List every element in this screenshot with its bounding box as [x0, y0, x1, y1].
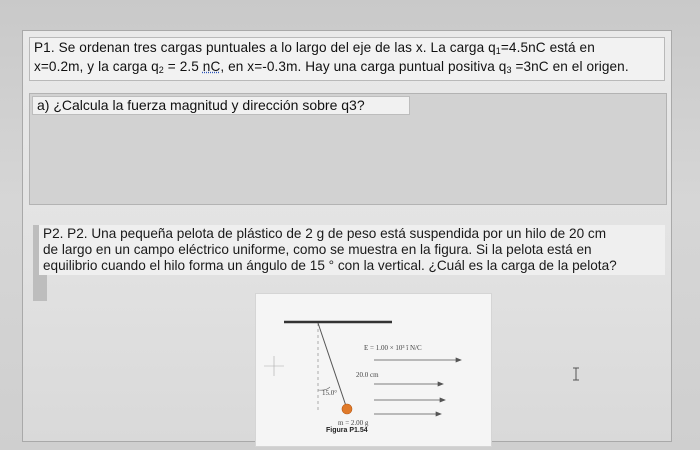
- field-label: E = 1.00 × 10³ î N/C: [364, 344, 422, 352]
- mass-label: m = 2.00 g: [338, 419, 369, 427]
- problem-2-text: [39, 225, 665, 275]
- problem-1-line-1: P1. Se ordenan tres cargas puntuales a lo largo del eje de las x. La carga $q_1=4.5nC$ está en: [34, 40, 595, 56]
- problem-2-line-2: de largo en un campo eléctrico uniforme, como se muestra en la figura. Si la pelota está en: [43, 242, 592, 257]
- question-a: a) ¿Calcula la fuerza magnitud y dirección sobre q3?: [32, 96, 410, 115]
- spellcheck-word: nC: [202, 59, 221, 74]
- problem-1-line-2: x=0.2m, y la carga $q_2 = 2.5$ nC, en x=-0.3m. Hay una carga puntual positiva $q_3 =3nC$ en el origen.: [34, 59, 629, 75]
- problem-2-line-1: P2. P2. Una pequeña pelota de plástico de 2 g de peso está suspendida por un hilo de 20 cm: [43, 226, 607, 241]
- field-arrows: [374, 358, 461, 416]
- pendulum-diagram: [256, 294, 491, 446]
- problem-2-line-3: equilibrio cuando el hilo forma un ángulo de 15 ° con la vertical. ¿Cuál es la carga de la pelota?: [43, 258, 617, 273]
- figure-caption: Figura P1.54: [326, 427, 368, 434]
- angle-label: 15.0°: [322, 389, 338, 397]
- ball: [342, 404, 352, 414]
- problem-1-text: [29, 37, 665, 81]
- document-page: [22, 30, 672, 442]
- figure-pendulum: [255, 293, 492, 447]
- answer-area-a: [29, 93, 667, 205]
- text-cursor-icon: [571, 367, 581, 381]
- length-label: 20.0 cm: [356, 371, 379, 379]
